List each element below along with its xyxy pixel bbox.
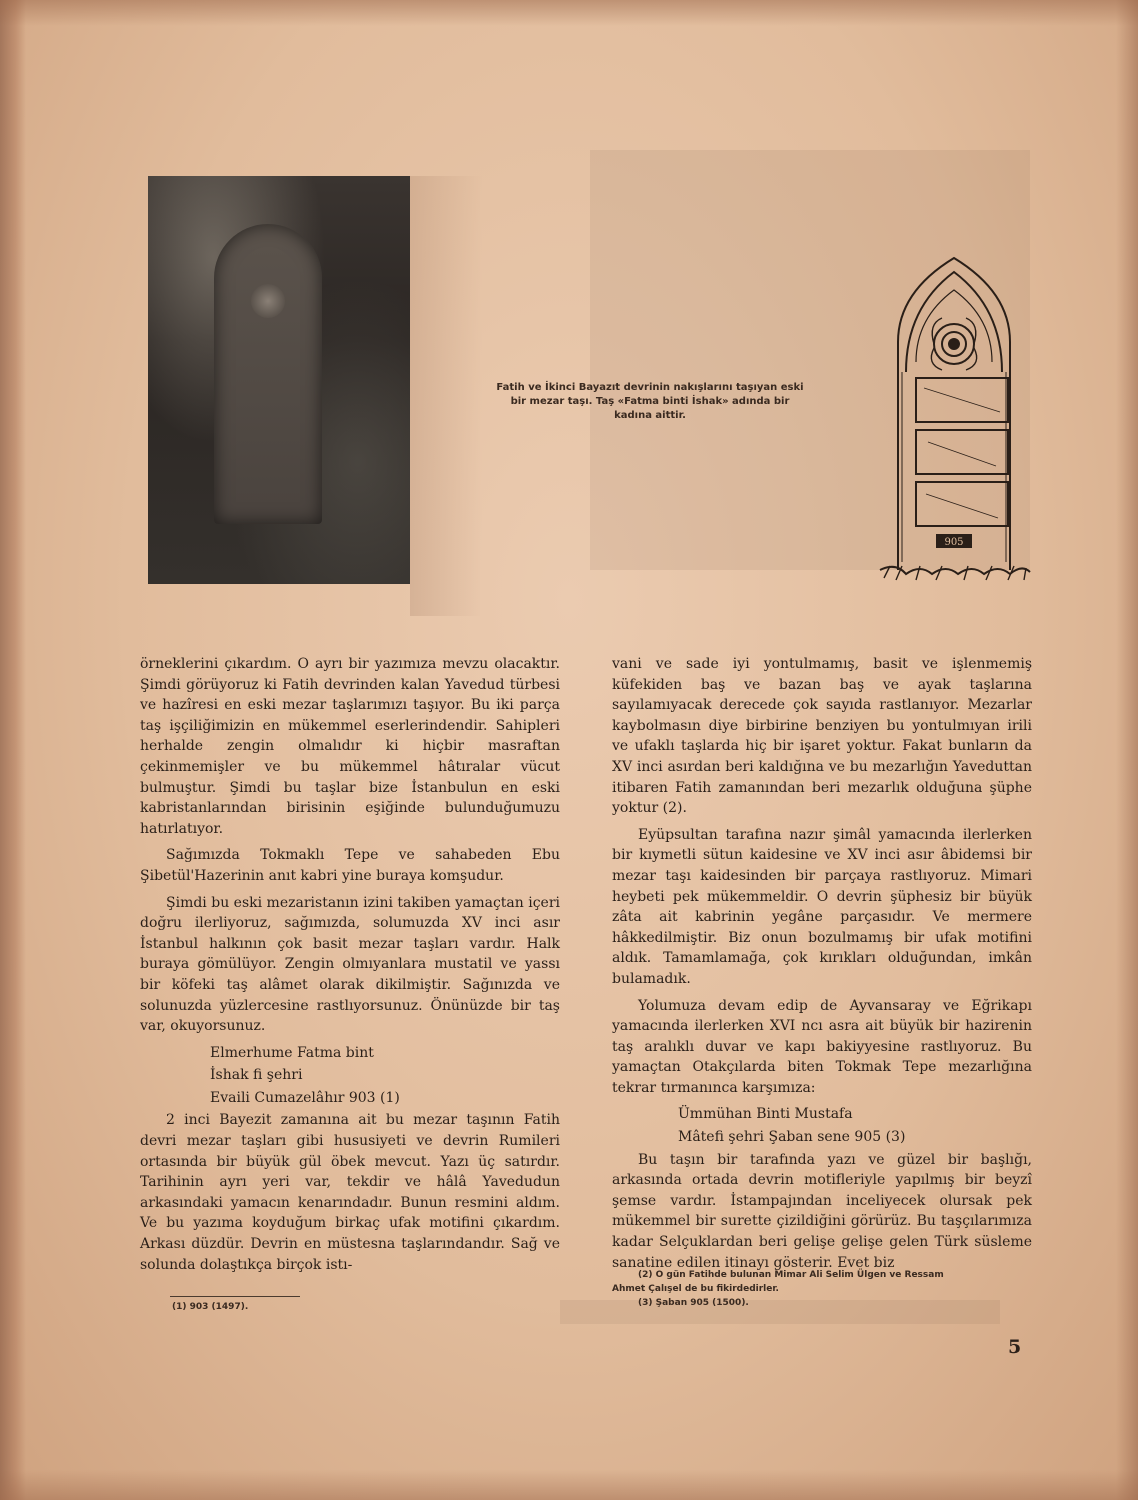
page-edge-left (0, 0, 26, 1500)
page-edge-right (1116, 0, 1138, 1500)
footnote: (3) Şaban 905 (1500). (638, 1298, 749, 1308)
photo-caption (470, 381, 830, 423)
gravestone-photo (148, 176, 410, 584)
footnote: (1) 903 (1497). (172, 1302, 249, 1312)
body-paragraph: Bu taşın bir tarafında yazı ve güzel bir başlığı, arkasında ortada devrin motifleriyle yapılmış bir beyzî şemse vardır. İstampajından inceliyecek olursak pek mükemmel bir surette çizildiğini görürüz. Bu taşçılarımıza kadar Selçuklardan beri gelişe gelişe gelen Türk süsleme sanatine edilen itinayı gösterir. Evet biz (612, 1151, 1032, 1271)
left-text-column (140, 654, 560, 1281)
right-text-column (612, 654, 1032, 1279)
page-edge-bottom (0, 1470, 1138, 1500)
photo-gravestone-shape (214, 224, 322, 524)
body-paragraph: vani ve sade iyi yontulmamış, basit ve işlenmemiş küfekiden baş ve bazan baş ve ayak taşlarına sayılamıyacak derecede çok sayıda rastlanıyor. Mezarlar kaybolmasın diye birbirine benziyen bu yontulmıyan irili ve ufaklı taşlarda hiç bir işaret yoktur. Fakat bunların da XV inci asırdan beri kaldığına ve bu mezarlığın Yaveduttan itibaren Fatih zamanından beri mezarlık olduğuna şüphe yoktur (2). (612, 656, 1032, 817)
inscription-line: Mâtefi şehri Şaban sene 905 (3) (678, 1129, 906, 1146)
caption-line: kadına aittir. (614, 410, 686, 421)
footnotes-right (612, 1268, 1042, 1310)
body-paragraph: Sağımızda Tokmaklı Tepe ve sahabeden Ebu Şibetül'Hazerinin anıt kabri yine buraya komşudur. (140, 847, 560, 884)
footnote: Ahmet Çalışel de bu fikirdedirler. (612, 1284, 779, 1294)
inscription-line: Ümmühan Binti Mustafa (678, 1106, 853, 1123)
headstone-drawing (876, 252, 1032, 584)
drawing-date-label: 905 (944, 537, 964, 548)
caption-line: bir mezar taşı. Taş «Fatma binti İshak» adında bir (510, 396, 790, 407)
body-paragraph: örneklerini çıkardım. O ayrı bir yazımıza mevzu olacaktır. Şimdi görüyoruz ki Fatih devrinden kalan Yavedud türbesi ve hazîresi en eski mezar taşlarımızı taşıyor. Bu iki parça taş işçiliğimizin en mükemmel eserlerindendir. Sahipleri herhalde zengin olmalıdır ki hiçbir masraftan çekinmemişler ve bu mükemmel hâtıralar vücut bulmuştur. Şimdi bu taşlar bize İstanbulun en eski kabristanlarından birisinin eşiğinde bulunduğumuzu hatırlatıyor. (140, 656, 560, 837)
photo-rosette-carving (251, 284, 285, 318)
inscription-line: İshak fi şehri (210, 1067, 303, 1084)
body-paragraph: Eyüpsultan tarafına nazır şimâl yamacında ilerlerken bir kıymetli sütun kaidesine ve XV inci asır âbidemsi bir mezar taşı kaidesinden bir parçaya rastlıyoruz. Mimari heybeti pek mükemmeldir. O devrin şüphesiz bir büyük zâta ait kabrinin yegâne parçasıdır. Ve mermere hâkkedilmiştir. Biz onun bozulmamış bir ufak motifini aldık. Tamamlamağa, çok kırıkları olduğundan, imkân bulamadık. (612, 826, 1032, 987)
page-number: 5 (1008, 1336, 1022, 1358)
body-paragraph: Şimdi bu eski mezaristanın izini takiben yamaçtan içeri doğru ilerliyoruz, sağımızda, solumuzda XV inci asır İstanbul halkının çok basit mezar taşları vardır. Halk buraya gömülüyor. Zengin olmıyanlara mustatil ve yassı bir köfeki taş alâmet olarak dikilmiştir. Sağınızda ve solunuzda yüzlercesine rastlıyorsunuz. Önünüzde bir taş var, okuyorsunuz. (140, 894, 560, 1035)
body-paragraph: 2 inci Bayezit zamanına ait bu mezar taşının Fatih devri mezar taşları gibi hususiyeti ve devrin Rumileri ortasında bir büyük gül öbek mevcut. Yazı üç satırdır. Tarihinin ayrı yeri var, tekdir ve hâlâ Yavedudun arkasındaki yamacın kenarındadır. Bunun resmini aldım. Ve bu yazıma koyduğum birkaç ufak motifini çıkardım. Arkası düzdür. Devrin en müstesna taşlarındandır. Sağ ve solunda dolaştıkça birçok istı- (140, 1112, 560, 1273)
caption-line: Fatih ve İkinci Bayazıt devrinin nakışlarını taşıyan eski (496, 382, 804, 393)
footnote-divider (170, 1296, 300, 1297)
body-paragraph: Yolumuza devam edip de Ayvansaray ve Eğrikapı yamacında ilerlerken XVI ncı asra ait büyük bir hazirenin taş aralıklı duvar ve kapı bakiyyesine rastlıyoruz. Bu yamaçtan Otakçılarda biten Tokmak Tepe mezarlığına tekrar tırmanınca karşımıza: (612, 997, 1032, 1096)
inscription-line: Evaili Cumazelâhır 903 (1) (210, 1089, 400, 1106)
inscription-line: Elmerhume Fatma bint (210, 1044, 374, 1061)
page-edge-top (0, 0, 1138, 26)
footnote: (2) O gün Fatihde bulunan Mimar Ali Selim Ülgen ve Ressam (638, 1270, 944, 1280)
